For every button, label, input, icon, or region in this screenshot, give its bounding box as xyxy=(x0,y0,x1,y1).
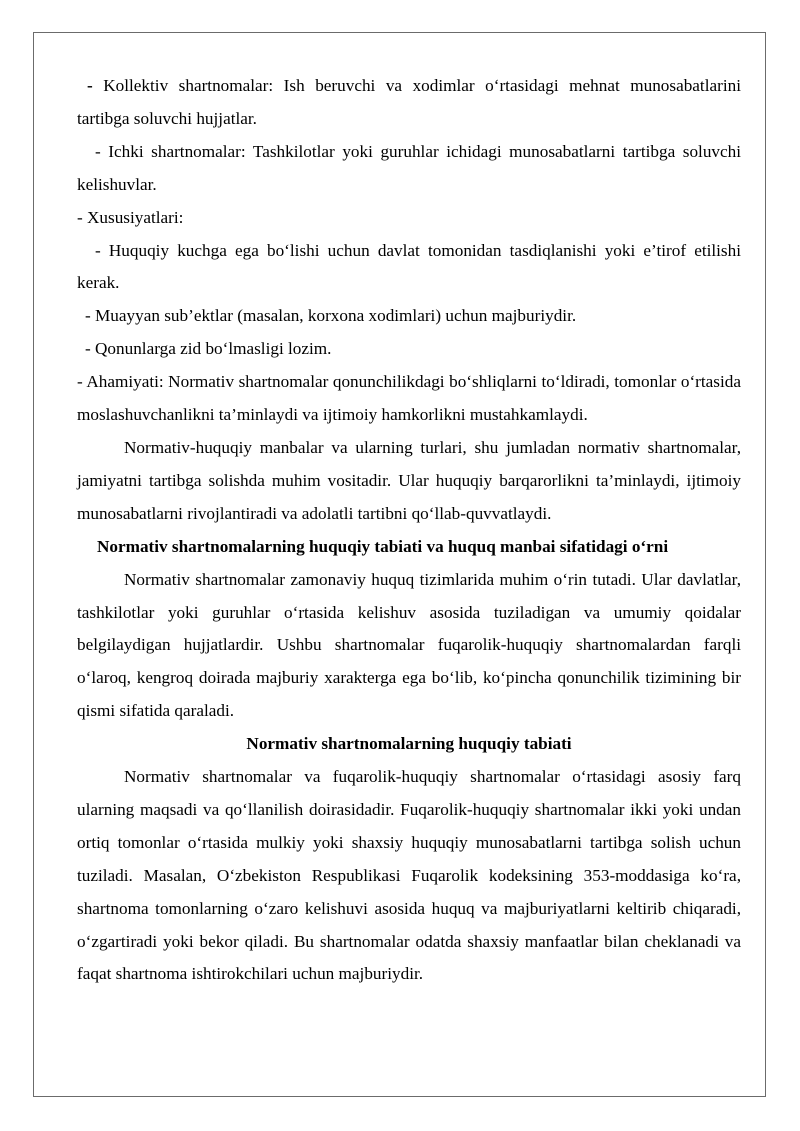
paragraph-feature-lawful: - Qonunlarga zid bo‘lmasligi lozim. xyxy=(85,339,332,359)
paragraph-normative-sources: Normativ-huquqiy manbalar va ularning turlari, shu jumladan normativ shartnomalar, jamiyatni tartibga solishda muhim vositadir. Ular huquqiy barqarorlikni ta’minlaydi, ijtimoiy munosabatlarni rivojlantiradi va adolatli tartibni qo‘llab-quvvatlaydi. xyxy=(77,437,741,523)
section-heading: Normativ shartnomalarning huquqiy tabiati va huquq manbai sifatidagi o‘rni xyxy=(97,536,669,556)
paragraph-text: Kollektiv shartnomalar: Ish beruvchi va xodimlar o‘rtasidagi mehnat munosabatlarini tartibga soluvchi hujjatlar. xyxy=(77,76,741,128)
bullet-dash: - xyxy=(87,76,104,95)
paragraph-feature-legal-force: - Huquqiy kuchga ega bo‘lishi uchun davlat tomonidan tasdiqlanishi yoki e’tirof etilishi kerak. xyxy=(77,240,741,293)
subsection-heading: Normativ shartnomalarning huquqiy tabiati xyxy=(246,734,572,754)
paragraph-feature-binding: - Muayyan sub’ektlar (masalan, korxona xodimlari) uchun majburiydir. xyxy=(85,306,577,326)
paragraph-internal-agreements: - Ichki shartnomalar: Tashkilotlar yoki guruhlar ichidagi munosabatlarni tartibga soluvchi kelishuvlar. xyxy=(77,141,741,194)
paragraph-collective-agreements xyxy=(77,70,741,136)
paragraph-features-label: - Xususiyatlari: xyxy=(77,207,184,227)
document-body xyxy=(77,70,741,991)
paragraph-civil-vs-normative: Normativ shartnomalar va fuqarolik-huquqiy shartnomalar o‘rtasidagi asosiy farq ularning maqsadi va qo‘llanilish doirasidadir. Fuqarolik-huquqiy shartnomalar ikki yoki undan ortiq tomonlar o‘rtasida mulkiy yoki shaxsiy huquqiy munosabatlarni tartibga solish uchun tuziladi. Masalan, O‘zbekiston Respublikasi Fuqarolik kodeksining 353-moddasiga ko‘ra, shartnoma tomonlarning o‘zaro kelishuvi asosida huquq va majburiyatlarni keltirib chiqaradi, o‘zgartiradi yoki bekor qiladi. Bu shartnomalar odatda shaxsiy manfaatlar bilan cheklanadi va faqat shartnoma ishtirokchilari uchun majburiydir. xyxy=(77,767,741,984)
paragraph-modern-systems: Normativ shartnomalar zamonaviy huquq tizimlarida muhim o‘rin tutadi. Ular davlatlar, tashkilotlar yoki guruhlar o‘rtasida kelishuv asosida tuziladigan va umumiy qoidalar belgilaydigan hujjatlardir. Ushbu shartnomalar fuqarolik-huquqiy shartnomalardan farqli o‘laroq, kengroq doirada majburiy xarakterga ega bo‘lib, ko‘pincha qonunchilik tizimining bir qismi sifatida qaraladi. xyxy=(77,569,741,721)
paragraph-importance: - Ahamiyati: Normativ shartnomalar qonunchilikdagi bo‘shliqlarni to‘ldiradi, tomonlar o‘rtasida moslashuvchanlikni ta’minlaydi va ijtimoiy hamkorlikni mustahkamlaydi. xyxy=(77,372,741,425)
